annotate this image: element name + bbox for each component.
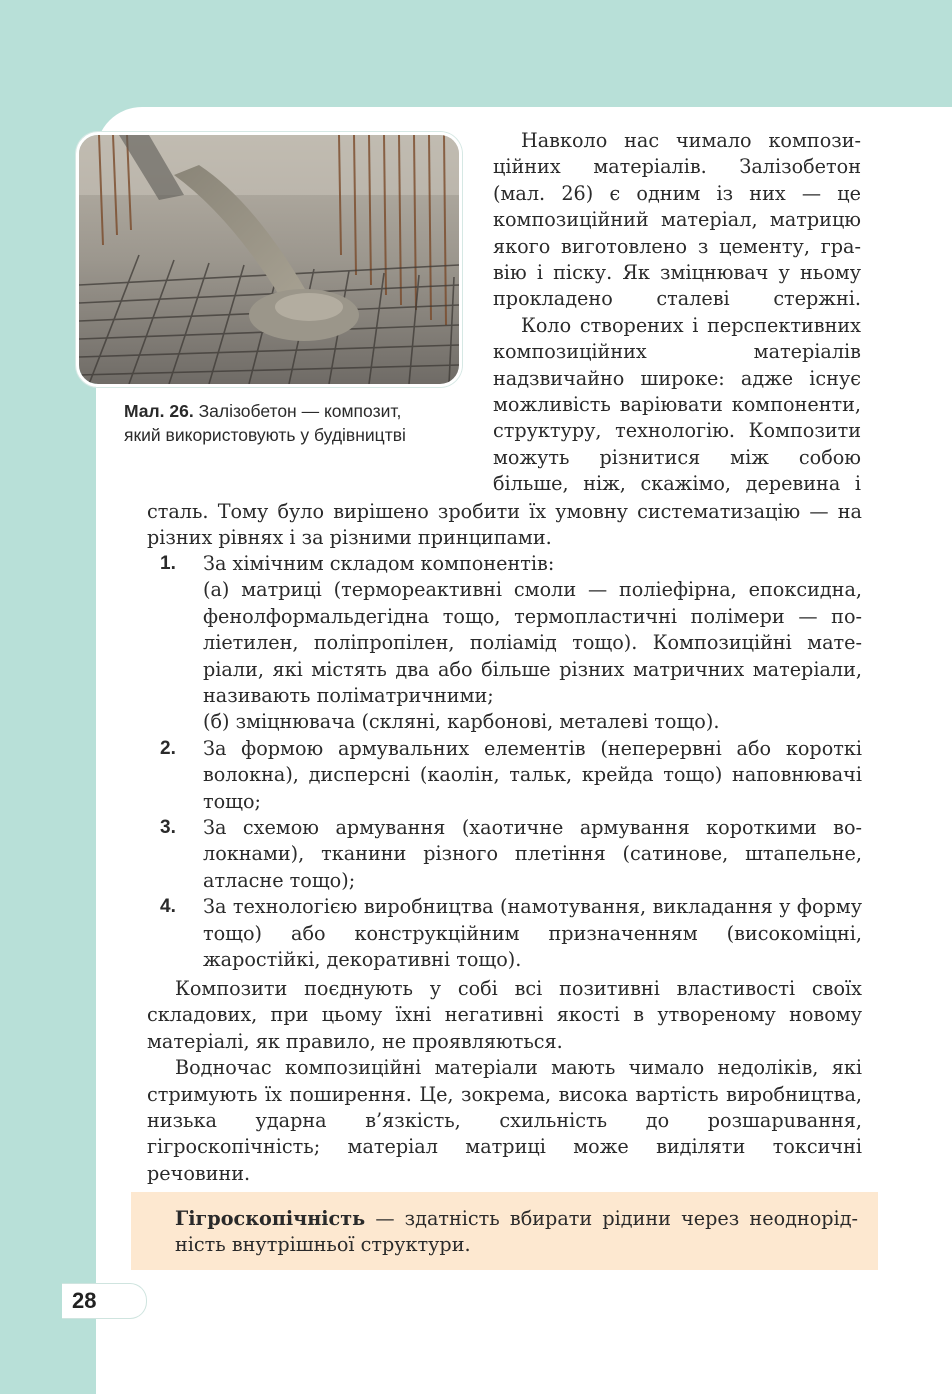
list-item xyxy=(160,736,862,815)
paragraph: Навколо нас чимало композиційних матеріалів. Залізобетон (мал. 26) є одним із них — це композиційний матеріал, матрицю якого виготовлено з цементу, гравію і піску. Як зміцнювач у ньому прокладено сталеві стержні. xyxy=(493,129,861,311)
list-item-text: (б) зміцнювача (скляні, карбонові, металеві тощо). xyxy=(203,710,720,734)
list-number: 3. xyxy=(160,817,176,839)
figure-label: Мал. 26. xyxy=(124,401,194,421)
paragraph: Коло створених і перспективних композиційних матеріалів надзвичайно широке: адже існує можливість варіювати компоненти, структуру, технологію. Композити можуть різнитися між собою більше, ніж, скажімо, деревина і xyxy=(493,313,861,496)
definition-body: — здатність вбирати рідини через неоднорідність внутрішньої структури. xyxy=(175,1207,858,1257)
figure-caption xyxy=(124,399,469,447)
full-width-text xyxy=(147,499,862,552)
page-number: 28 xyxy=(72,1288,97,1313)
paragraph-continuation: сталь. Тому було вирішено зробити їх умовну систематизацію — на різних рівнях і за різними принципами. xyxy=(147,500,862,550)
list-item xyxy=(160,551,862,736)
list-item-text: За хімічним складом компонентів: xyxy=(203,552,555,575)
list-number: 1. xyxy=(160,553,176,574)
list-item-text: За схемою армування (хаотичне армування короткими волокнами), тканини різного плетіння (сатинове, штапельне, атласне тощо); xyxy=(203,816,862,892)
figure-caption-line1: Залізобетон — композит, xyxy=(193,401,402,421)
list-item-text: За формою армувальних елементів (неперервні або короткі волокна), дисперсні (каолін, тальк, крейда тощо) наповнювачі тощо; xyxy=(203,736,862,813)
figure-caption-line2: який використовують у будівництві xyxy=(124,425,406,445)
definition-box xyxy=(131,1192,878,1270)
page-number-tab xyxy=(62,1283,147,1319)
list-number: 4. xyxy=(160,896,176,918)
definition-text xyxy=(175,1206,858,1259)
list-number: 2. xyxy=(160,737,176,759)
closing-text xyxy=(147,976,862,1187)
list-item-text: (а) матриці (термореактивні смоли — поліефірна, епоксидна, фенолформальдегідна тощо, термопластичні полімери — поліетилен, поліпропілен, поліамід тощо). Композиційні матеріали, які містять два або більше різних матричних матеріали, називають поліматричними; xyxy=(203,578,862,708)
right-column-text xyxy=(493,128,861,498)
paragraph: Водночас композиційні матеріали мають чимало недоліків, які стримують їх поширення. Це, зокрема, висока вартість виробництва, низька ударна в’язкість, схильність до розшарuвання, гігроскопічність; матеріал матриці може виділяти токсичні речовини. xyxy=(147,1056,862,1185)
figure-photo-reinforced-concrete xyxy=(76,132,462,387)
paragraph: Композити поєднують у собі всі позитивні властивості своїх складових, при цьому їхні негативні якості в утвореному новому матеріалі, як правило, не проявляються. xyxy=(147,977,862,1053)
classification-list xyxy=(160,551,862,974)
list-item xyxy=(160,815,862,894)
definition-term: Гігроскопічність xyxy=(175,1207,366,1230)
list-item-text: За технологією виробництва (намотування, викладання у форму тощо) або конструкційним призначенням (високоміцні, жаростійкі, декоративні тощо). xyxy=(203,895,862,972)
list-item xyxy=(160,894,862,973)
